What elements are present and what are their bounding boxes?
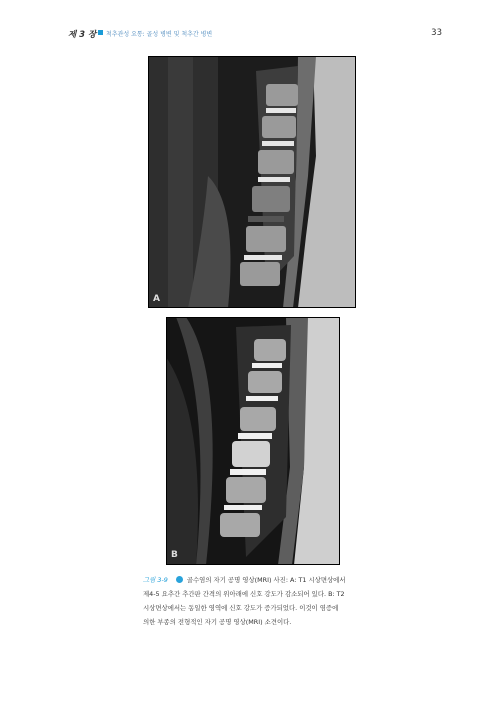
panel-label-b: B xyxy=(171,550,178,560)
caption-line-3: 시상면상에서는 동일한 영역에 신호 강도가 증가되었다. 이것이 염증에 xyxy=(143,604,339,612)
caption-line-1 xyxy=(143,573,379,587)
page-header xyxy=(68,28,442,42)
caption-dot-icon xyxy=(176,576,183,583)
mri-b-drawing xyxy=(166,317,340,565)
mri-image-b xyxy=(166,317,340,565)
page-number: 33 xyxy=(431,28,442,38)
mri-image-a xyxy=(148,56,356,308)
caption-line-2: 제4-5 요추간 추간판 간격의 위아래에 신호 강도가 감소되어 있다. B: T2 xyxy=(143,590,345,598)
figure-caption xyxy=(143,573,379,629)
mri-a-drawing xyxy=(148,56,356,308)
caption-line-4: 의한 부종의 전형적인 자기 공명 영상(MRI) 소견이다. xyxy=(143,618,292,626)
square-bullet-icon xyxy=(98,30,103,35)
caption-text-1: 골수염의 자기 공명 영상(MRI) 사진: A: T1 시상면상에서 xyxy=(186,576,346,584)
section-title: 척추관성 요통: 골성 병변 및 척추간 병변 xyxy=(106,31,213,38)
chapter-label: 제 3 장 xyxy=(68,30,97,40)
figure-number-label: 그림 3-9 xyxy=(143,576,168,584)
panel-label-a: A xyxy=(153,294,160,304)
